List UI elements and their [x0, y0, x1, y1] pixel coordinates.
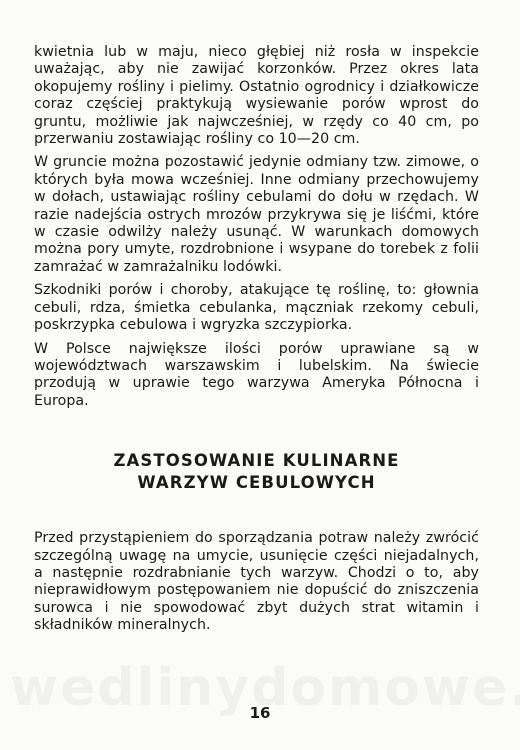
- section-title-line-1: ZASTOSOWANIE KULINARNE: [113, 451, 400, 471]
- paragraph-cultivation-regions: W Polsce największe ilości porów uprawiane są w województwach warszawskim i lubelskim. Na świecie przodują w uprawie tego warzywa Ameryka Północna i Europa.: [34, 340, 479, 409]
- section-title-line-2: WARZYW CEBULOWYCH: [137, 473, 376, 493]
- page-content: [34, 44, 479, 641]
- paragraph-preparation: Przed przystąpieniem do sporządzania potraw należy zwrócić szczególną uwagę na umycie, usunięcie części niejadalnych, a następnie rozdrabnianie tych warzyw. Chodzi o to, aby nieprawidłowym postępowaniem nie dopuścić do zniszczenia surowca i nie spowodować zbyt dużych strat witamin i składników mineralnych.: [34, 530, 479, 634]
- paragraph-planting: kwietnia lub w maju, nieco głębiej niż rosła w inspekcie uważając, aby nie zawijać korzonków. Przez okres lata okopujemy rośliny i pielimy. Ostatnio ogrodnicy i działkowicze coraz częściej praktykują wysiewanie porów wprost do gruntu, możliwie jak najwcześniej, w rzędy co 40 cm, po przerwaniu zostawiając rośliny co 10—20 cm.: [34, 44, 479, 148]
- paragraph-pests: Szkodniki porów i choroby, atakujące tę roślinę, to: głownia cebuli, rdza, śmietka cebulanka, mączniak rzekomy cebuli, poskrzypka cebulowa i wgryzka szczypiorka.: [34, 282, 479, 334]
- page-number: 16: [249, 704, 271, 722]
- section-title: [34, 450, 479, 494]
- paragraph-storage: W gruncie można pozostawić jedynie odmiany tzw. zimowe, o których była mowa wcześniej. Inne odmiany przechowujemy w dołach, ustawiając rośliny cebulami do dołu w rzędach. W razie nadejścia ostrych mrozów przykrywa się je liśćmi, które w czasie odwilży należy usunąć. W warunkach domowych można pory umyte, rozdrobnione i wsypane do torebek z folii zamrażać w zamrażalniku lodówki.: [34, 154, 479, 275]
